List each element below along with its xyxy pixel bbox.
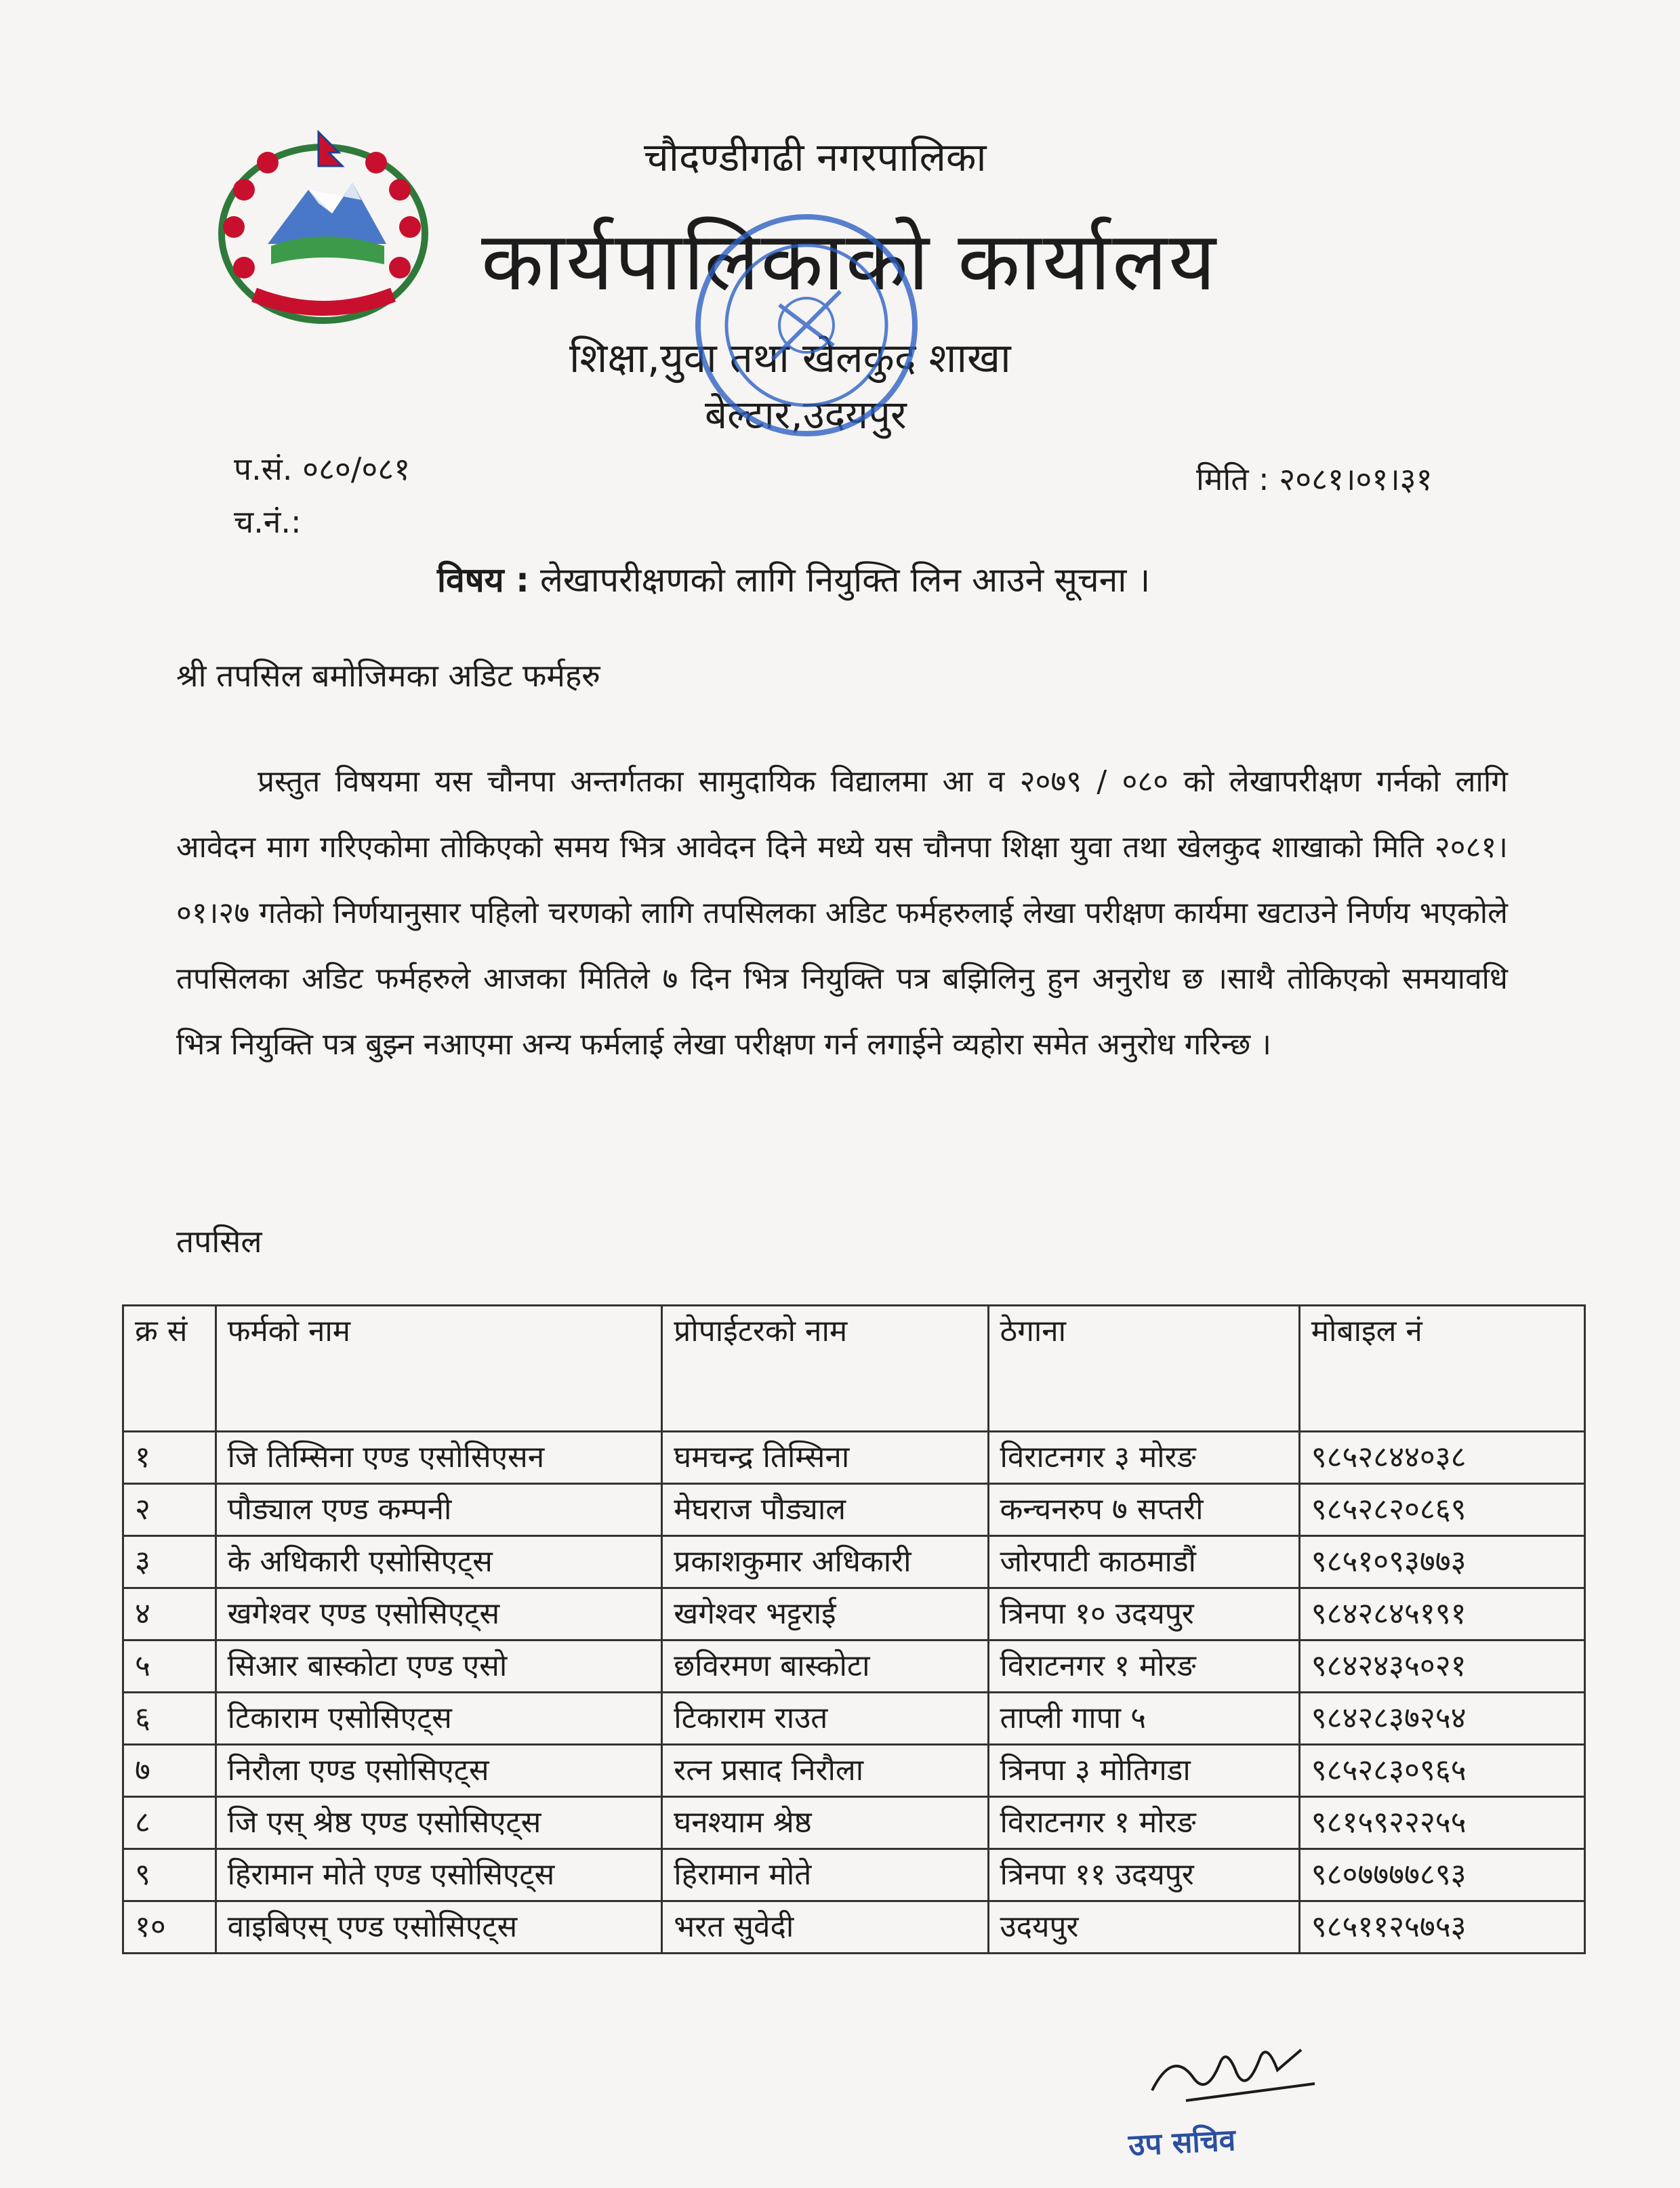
cell-sn: ४: [123, 1588, 216, 1640]
cell-sn: ५: [123, 1640, 216, 1693]
municipality-name: चौदण्डीगढी नगरपालिका: [644, 134, 987, 180]
cell-sn: १: [123, 1432, 216, 1484]
office-stamp-icon: [684, 203, 928, 447]
body-paragraph: प्रस्तुत विषयमा यस चौनपा अन्तर्गतका सामुदायिक विद्यालमा आ व २०७९ / ०८० को लेखापरीक्षण गर्नको लागि आवेदन माग गरिएकोमा तोकिएको समय भित्र आवेदन दिने मध्ये यस चौनपा शिक्षा युवा तथा खेलकुद शाखाको मिति २०८१।०१।२७ गतेको निर्णयानुसार पहिलो चरणको लागि तपसिलका अडिट फर्महरुलाई लेखा परीक्षण कार्यमा खटाउने निर्णय भएकोले तपसिलका अडिट फर्महरुले आजका मितिले ७ दिन भित्र नियुक्ति पत्र बझिलिनु हुन अनुरोध छ ।साथै तोकिएको समयावधि भित्र नियुक्ति पत्र बुझ्न नआएमा अन्य फर्मलाई लेखा परीक्षण गर्न लगाईने व्यहोरा समेत अनुरोध गरिन्छ ।: [176, 764, 1508, 1062]
cell-firm: वाइबिएस् एण्ड एसोसिएट्स: [216, 1901, 662, 1954]
reference-number: प.सं. ०८०/०८१: [234, 451, 411, 487]
cell-address: त्रिनपा ३ मोतिगडा: [988, 1745, 1299, 1797]
subject-line: [437, 556, 1150, 602]
cell-mobile: ९८५११२५७५३: [1299, 1901, 1584, 1954]
cell-firm: के अधिकारी एसोसिएट्स: [216, 1536, 662, 1588]
cell-firm: हिरामान मोते एण्ड एसोसिएट्स: [216, 1849, 662, 1901]
cell-sn: ७: [123, 1745, 216, 1797]
cell-address: विराटनगर ३ मोरङ: [988, 1432, 1299, 1484]
table-row: [123, 1640, 1585, 1693]
cell-sn: २: [123, 1484, 216, 1536]
cell-firm: जि एस् श्रेष्ठ एण्ड एसोसिएट्स: [216, 1797, 662, 1849]
audit-firms-table: [122, 1304, 1586, 1954]
cell-address: कन्चनरुप ७ सप्तरी: [988, 1484, 1299, 1536]
cell-sn: ३: [123, 1536, 216, 1588]
table-row: [123, 1901, 1585, 1954]
cell-mobile: ९८५१०९३७७३: [1299, 1536, 1584, 1588]
addressee: श्री तपसिल बमोजिमका अडिट फर्महरु: [176, 657, 600, 694]
header-address: ठेगाना: [988, 1306, 1299, 1432]
subject-label: विषय :: [437, 560, 530, 600]
cell-firm: टिकाराम एसोसिएट्स: [216, 1693, 662, 1745]
details-heading: तपसिल: [176, 1223, 262, 1260]
header-serial: क्र सं: [123, 1306, 216, 1432]
cell-mobile: ९८४२८४५१९१: [1299, 1588, 1584, 1640]
cell-proprietor: घमचन्द्र तिम्सिना: [662, 1432, 988, 1484]
cell-address: त्रिनपा ११ उदयपुर: [988, 1849, 1299, 1901]
signature-icon: [1145, 2036, 1349, 2111]
cell-sn: ८: [123, 1797, 216, 1849]
cell-proprietor: घनश्याम श्रेष्ठ: [662, 1797, 988, 1849]
cell-mobile: ९८५२८३०९६५: [1299, 1745, 1584, 1797]
office-title: कार्यपालिकाको कार्यालय: [481, 215, 1218, 309]
header-proprietor: प्रोपाईटरको नाम: [662, 1306, 988, 1432]
cell-mobile: ९८१५९२२२५५: [1299, 1797, 1584, 1849]
cell-address: त्रिनपा १० उदयपुर: [988, 1588, 1299, 1640]
cell-address: विराटनगर १ मोरङ: [988, 1797, 1299, 1849]
header-mobile: मोबाइल नं: [1299, 1306, 1584, 1432]
cell-proprietor: हिरामान मोते: [662, 1849, 988, 1901]
cell-address: जोरपाटी काठमाडौं: [988, 1536, 1299, 1588]
cell-mobile: ९८४२४३५०२१: [1299, 1640, 1584, 1693]
dispatch-number: च.नं.:: [234, 503, 302, 540]
cell-mobile: ९८५२८२०८६९: [1299, 1484, 1584, 1536]
cell-sn: ९: [123, 1849, 216, 1901]
table-row: [123, 1797, 1585, 1849]
table-row: [123, 1849, 1585, 1901]
cell-firm: खगेश्वर एण्ड एसोसिएट्स: [216, 1588, 662, 1640]
cell-firm: पौड्याल एण्ड कम्पनी: [216, 1484, 662, 1536]
cell-address: ताप्ली गापा ५: [988, 1693, 1299, 1745]
cell-mobile: ९८४२८३७२५४: [1299, 1693, 1584, 1745]
signatory-designation: उप सचिव: [1127, 2122, 1237, 2164]
cell-proprietor: छविरमण बास्कोटा: [662, 1640, 988, 1693]
cell-mobile: ९८०७७७७८९३: [1299, 1849, 1584, 1901]
table-row: [123, 1693, 1585, 1745]
cell-firm: निरौला एण्ड एसोसिएट्स: [216, 1745, 662, 1797]
cell-firm: जि तिम्सिना एण्ड एसोसिएसन: [216, 1432, 662, 1484]
cell-address: विराटनगर १ मोरङ: [988, 1640, 1299, 1693]
cell-mobile: ९८५२८४४०३८: [1299, 1432, 1584, 1484]
cell-address: उदयपुर: [988, 1901, 1299, 1954]
table-header-row: [123, 1306, 1585, 1432]
cell-firm: सिआर बास्कोटा एण्ड एसो: [216, 1640, 662, 1693]
document-date: मिति : २०८१।०१।३१: [1196, 461, 1433, 497]
cell-sn: १०: [123, 1901, 216, 1954]
cell-proprietor: भरत सुवेदी: [662, 1901, 988, 1954]
cell-proprietor: प्रकाशकुमार अधिकारी: [662, 1536, 988, 1588]
office-address: बेल्टार,उदयपुर: [705, 392, 907, 438]
section-name: शिक्षा,युवा तथा खेलकुद शाखा: [569, 335, 1011, 382]
subject-text: लेखापरीक्षणको लागि नियुक्ति लिन आउने सूचना ।: [539, 560, 1151, 600]
header-firm-name: फर्मको नाम: [216, 1306, 662, 1432]
cell-proprietor: मेघराज पौड्याल: [662, 1484, 988, 1536]
table-row: [123, 1484, 1585, 1536]
table-row: [123, 1536, 1585, 1588]
government-emblem-icon: [207, 125, 441, 329]
cell-sn: ६: [123, 1693, 216, 1745]
table-row: [123, 1432, 1585, 1484]
cell-proprietor: खगेश्वर भट्टराई: [662, 1588, 988, 1640]
cell-proprietor: टिकाराम राउत: [662, 1693, 988, 1745]
cell-proprietor: रत्न प्रसाद निरौला: [662, 1745, 988, 1797]
table-row: [123, 1588, 1585, 1640]
table-row: [123, 1745, 1585, 1797]
